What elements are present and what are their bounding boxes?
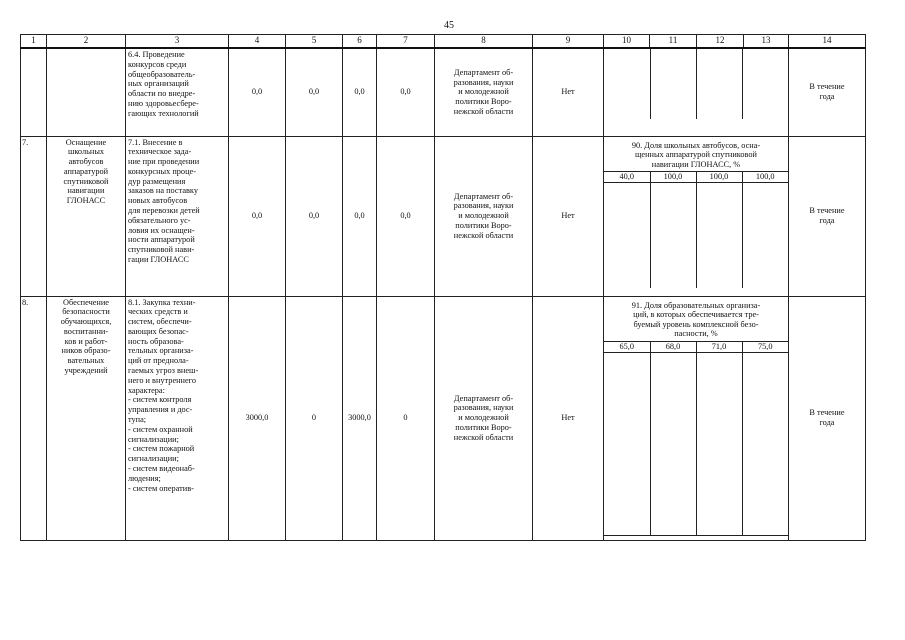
activity-line: людения; xyxy=(128,473,161,483)
activity-line: тельных организа- xyxy=(128,346,194,356)
activity-line: - систем охранной xyxy=(128,424,193,434)
column-number-9: 9 xyxy=(533,35,604,49)
funding-c4: 3000,0 xyxy=(229,296,286,540)
department-line: политики Воро- xyxy=(455,422,512,432)
activity-line: для перевозки детей xyxy=(128,206,200,216)
activity-line: 6.4. Проведение xyxy=(128,50,185,59)
term-line: В течение xyxy=(809,408,845,418)
funding-c5: 0,0 xyxy=(286,48,343,136)
activity-line: общеобразователь- xyxy=(128,69,196,79)
activity-line: ности аппаратурой xyxy=(128,235,195,245)
activity-line: конкурсов среди xyxy=(128,59,187,69)
activity-line: дур размещения xyxy=(128,176,186,186)
indicator-fill xyxy=(696,183,742,289)
row-number: 7. xyxy=(21,136,47,296)
task-name xyxy=(47,296,126,540)
department-line: Департамент об- xyxy=(453,393,514,403)
activity-line: гаемых угроз внеш- xyxy=(128,366,199,376)
activity-description xyxy=(126,136,229,296)
funding-c4: 0,0 xyxy=(229,136,286,296)
task-name-line: безопасности xyxy=(62,307,110,317)
execution-term xyxy=(789,48,866,136)
department-line: Департамент об- xyxy=(453,67,514,77)
indicator-title xyxy=(604,137,788,172)
table-row xyxy=(21,136,866,296)
program-table xyxy=(20,34,866,541)
column-number-10: 10 xyxy=(604,35,650,49)
activity-line: ловия их оснащен- xyxy=(128,225,195,235)
indicator-value: 100,0 xyxy=(742,172,788,183)
indicator-empty-table xyxy=(604,49,788,119)
funding-c7: 0,0 xyxy=(377,48,435,136)
funding-c5: 0 xyxy=(286,296,343,540)
indicator-empty xyxy=(696,49,742,119)
activity-line: техническое зада- xyxy=(128,147,192,157)
department-line: и молодежной xyxy=(458,87,509,97)
department-line: разования, науки xyxy=(453,403,514,413)
task-name-line: вательных xyxy=(67,356,105,366)
activity-line: спутниковой нави- xyxy=(128,245,195,255)
row-number xyxy=(21,48,47,136)
department-line: Департамент об- xyxy=(453,191,514,201)
activity-line: - систем контроля xyxy=(128,395,192,405)
department-line: нежской области xyxy=(453,230,514,240)
activity-line: характера: xyxy=(128,385,165,395)
column-number-5: 5 xyxy=(286,35,343,49)
table-row xyxy=(21,296,866,540)
term-line: В течение xyxy=(809,82,845,92)
funding-c5: 0,0 xyxy=(286,136,343,296)
activity-description xyxy=(126,296,229,540)
task-name xyxy=(47,136,126,296)
department-line: политики Воро- xyxy=(455,220,512,230)
activity-line: заказов на поставку xyxy=(128,186,198,196)
indicator-empty xyxy=(742,49,788,119)
indicator-title-line: навигации ГЛОНАСС, % xyxy=(651,159,741,169)
indicator-title-line: ций, в которых обеспечивается тре- xyxy=(633,310,759,320)
activity-line: гающих технологий xyxy=(128,108,199,118)
indicator-value: 75,0 xyxy=(742,341,788,352)
table-body xyxy=(21,35,866,541)
task-name-line: учреждений xyxy=(64,366,108,376)
indicator-fill xyxy=(650,352,696,535)
funding-c7: 0 xyxy=(377,296,435,540)
activity-line: ние при проведении xyxy=(128,157,200,167)
indicator-fill-row xyxy=(604,183,788,289)
indicator-value: 100,0 xyxy=(650,172,696,183)
indicator-values-table xyxy=(604,171,788,288)
indicator-title xyxy=(604,297,788,341)
task-name-line: навигации xyxy=(67,186,105,196)
indicator-value: 40,0 xyxy=(604,172,650,183)
activity-line: обязательного ус- xyxy=(128,215,191,225)
indicator-value: 68,0 xyxy=(650,341,696,352)
indicator-values-table xyxy=(604,341,788,536)
funding-c6: 0,0 xyxy=(343,48,377,136)
task-name-line: ГЛОНАСС xyxy=(66,196,106,206)
indicator-fill xyxy=(742,352,788,535)
task-name-line: Обеспечение xyxy=(62,297,109,307)
task-name-line: спутниковой xyxy=(63,176,109,186)
activity-line: него и внутреннего xyxy=(128,375,197,385)
indicator-title-line: 91. Доля образовательных организа- xyxy=(631,300,761,310)
task-name-line: обучающихся, xyxy=(60,317,112,327)
indicator-fill xyxy=(650,183,696,289)
term-line: года xyxy=(819,92,835,102)
funding-c6: 3000,0 xyxy=(343,296,377,540)
indicator-cell xyxy=(604,136,789,296)
term-line: В течение xyxy=(809,206,845,216)
task-name xyxy=(47,48,126,136)
activity-line: нию здоровьесбере- xyxy=(128,98,199,108)
task-name-line: школьных xyxy=(67,147,105,157)
activity-line: ций от преднола- xyxy=(128,356,189,366)
indicator-values-row xyxy=(604,172,788,183)
indicator-empty-row xyxy=(604,49,788,119)
indicator-value: 100,0 xyxy=(696,172,742,183)
indicator-title-line: 90. Доля школьных автобусов, осна- xyxy=(631,140,761,150)
task-name-line: ков и работ- xyxy=(64,336,108,346)
funding-source: Нет xyxy=(533,48,604,136)
activity-line: сигнализации; xyxy=(128,454,179,464)
activity-line: 8.1. Закупка техни- xyxy=(128,297,196,307)
column-number-13: 13 xyxy=(744,35,789,49)
activity-line: новых автобусов xyxy=(128,196,188,206)
activity-line: области по внедре- xyxy=(128,89,196,99)
indicator-title-line: щенных аппаратурой спутниковой xyxy=(635,150,757,160)
indicator-cell xyxy=(604,296,789,540)
column-number-6: 6 xyxy=(343,35,377,49)
column-number-2: 2 xyxy=(47,35,126,49)
activity-line: ность образова- xyxy=(128,336,184,346)
indicator-fill xyxy=(604,183,650,289)
term-line: года xyxy=(819,418,835,427)
task-name-line: воспитанни- xyxy=(63,326,109,336)
indicator-fill xyxy=(696,352,742,535)
indicator-empty xyxy=(604,49,650,119)
department-line: и молодежной xyxy=(458,413,509,423)
execution-term xyxy=(789,136,866,296)
department-line: политики Воро- xyxy=(455,97,512,107)
activity-line: - систем пожарной xyxy=(128,444,195,454)
task-name-line: аппаратурой xyxy=(63,166,109,176)
indicator-cell xyxy=(604,48,789,136)
activity-line: ческих средств и xyxy=(128,307,188,317)
department-line: нежской области xyxy=(453,432,514,442)
activity-line: - систем видеонаб- xyxy=(128,464,195,474)
activity-line: систем, обеспечи- xyxy=(128,317,192,327)
department-line: и молодежной xyxy=(458,211,509,221)
activity-line: 7.1. Внесение в xyxy=(128,137,183,147)
column-number-header xyxy=(21,35,866,49)
indicator-value: 65,0 xyxy=(604,341,650,352)
indicator-value: 71,0 xyxy=(696,341,742,352)
activity-line: гации ГЛОНАСС xyxy=(128,255,189,265)
activity-line: - систем оператив- xyxy=(128,483,194,493)
activity-line: сигнализации; xyxy=(128,434,179,444)
department-line: разования, науки xyxy=(453,77,514,87)
indicator-title-line: пасности, % xyxy=(674,329,718,339)
activity-line: тупа; xyxy=(128,415,147,425)
indicator-fill-row xyxy=(604,352,788,535)
responsible-department xyxy=(435,136,533,296)
funding-source: Нет xyxy=(533,136,604,296)
column-number-11: 11 xyxy=(650,35,697,49)
activity-line: ных организаций xyxy=(128,79,189,89)
column-number-4: 4 xyxy=(229,35,286,49)
funding-source: Нет xyxy=(533,296,604,540)
column-number-7: 7 xyxy=(377,35,435,49)
activity-description xyxy=(126,48,229,136)
responsible-department xyxy=(435,296,533,540)
table-row xyxy=(21,48,866,136)
task-name-line: Оснащение xyxy=(65,137,107,147)
activity-line: управления и дос- xyxy=(128,405,193,415)
indicator-fill xyxy=(742,183,788,289)
task-name-line: ников образо- xyxy=(61,346,111,356)
column-number-3: 3 xyxy=(126,35,229,49)
funding-c6: 0,0 xyxy=(343,136,377,296)
department-line: разования, науки xyxy=(453,201,514,211)
page-number: 45 xyxy=(444,20,454,31)
column-number-12: 12 xyxy=(697,35,744,49)
column-number-1: 1 xyxy=(21,35,47,49)
row-number: 8. xyxy=(21,296,47,540)
funding-c7: 0,0 xyxy=(377,136,435,296)
responsible-department xyxy=(435,48,533,136)
funding-c4: 0,0 xyxy=(229,48,286,136)
execution-term xyxy=(789,296,866,540)
indicator-title-line: буемый уровень комплексной безо- xyxy=(633,319,759,329)
column-number-8: 8 xyxy=(435,35,533,49)
indicator-empty xyxy=(650,49,696,119)
indicator-values-row xyxy=(604,341,788,352)
term-line: года xyxy=(819,216,835,225)
task-name-line: автобусов xyxy=(68,157,104,167)
column-number-14: 14 xyxy=(789,35,866,49)
department-line: нежской области xyxy=(453,106,514,116)
activity-line: вающих безопас- xyxy=(128,326,189,336)
indicator-fill xyxy=(604,352,650,535)
activity-line: конкурсных проце- xyxy=(128,166,196,176)
